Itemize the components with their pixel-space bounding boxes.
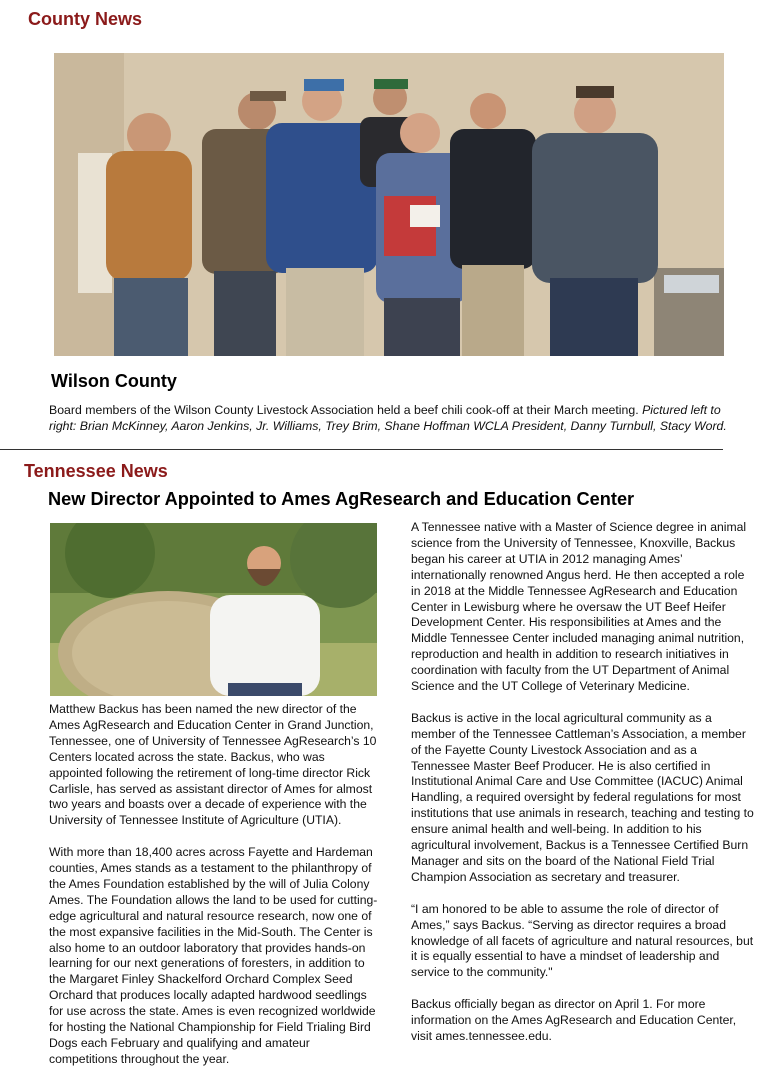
wilson-county-caption — [49, 402, 739, 434]
matthew-backus-photo — [50, 523, 377, 696]
article-paragraph: “I am honored to be able to assume the role of director of Ames,” says Backus. “Serving as director requires a broad knowledge of all facets of agriculture and natural resources, but it is equally essential to have a mindset of leadership and service to the community." — [411, 901, 754, 980]
caption-text: Board members of the Wilson County Livestock Association held a beef chili cook-off at their March meeting. — [49, 403, 639, 417]
tennessee-news-heading: Tennessee News — [24, 461, 168, 481]
wilson-county-group-photo — [54, 53, 724, 356]
caption-names: Pictured left to right: Brian McKinney, Aaron Jenkins, Jr. Williams, Trey Brim, Shane Hoffman WCLA President, Danny Turnbull, Stacy Word. — [49, 403, 727, 433]
article-paragraph: A Tennessee native with a Master of Science degree in animal science from the University of Tennessee, Knoxville, Backus began his career at UTIA in 2012 managing Ames’ internationally renowned Angus herd. He then accepted a role in 2018 at the Middle Tennessee AgResearch and Education Center in Lewisburg where he oversaw the UT Beef Heifer Development Center. His responsibilities at Ames and the Middle Tennessee Center included managing animal nutrition, reproduction and health in addition to research initiatives in coordination with faculty from the UT Department of Animal Science and the UT College of Veterinary Medicine. — [411, 520, 747, 694]
article-paragraph: Backus is active in the local agricultural community as a member of the Tennessee Cattleman’s Association, a member of the Fayette County Livestock Association and as a Tennessee Master Beef Producer. He is also certified in Institutional Animal Care and Use Committee (IACUC) Animal Handling, a required oversight by federal regulations for most institutions that use animals in research, teaching and testing to ensure animal health and well-being. In addition to his agricultural involvement, Backus is a Tennessee Certified Burn Manager and sits on the board of the National Field Trial Champion Association as secretary and treasurer. — [411, 710, 754, 884]
article-paragraph: Backus officially began as director on April 1. For more information on the Ames AgResearch and Education Center, visit ames.tennessee.edu. — [411, 997, 737, 1043]
section-divider — [0, 449, 723, 450]
article-paragraph: With more than 18,400 acres across Fayette and Hardeman counties, Ames stands as a testament to the philanthropy of the Ames Foundation established by the will of Julia Colony Ames. The Foundation allows the land to be used for cutting-edge agricultural and natural resource research, now one of the most expansive facilities in the Mid-South. The Center is also home to an outdoor laboratory that provides hands-on learning for our next generations of foresters, in addition to the Margaret Finley Shackelford Orchard Complex Seed Orchard that produces locally adapted hardwood seedlings for use across the state. Ames is even recognized worldwide for hosting the National Championship for Field Trialing Bird Dogs each February and qualifying and amateur competitions throughout the year. — [49, 845, 378, 1066]
article-paragraph: Matthew Backus has been named the new director of the Ames AgResearch and Education Center in Grand Junction, Tennessee, one of University of Tennessee AgResearch’s 10 Centers located across the state. Backus, who was appointed following the retirement of long-time director Rick Carlisle, has served as assistant director of Ames for almost two years and boasts over a decade of experience with the University of Tennessee Institute of Agriculture (UTIA). — [49, 702, 377, 828]
article-left-column — [49, 702, 381, 1084]
county-news-heading: County News — [28, 9, 143, 29]
backus-photo-illustration — [50, 523, 377, 696]
article-right-column — [411, 520, 756, 1061]
article-headline: New Director Appointed to Ames AgResearch and Education Center — [48, 489, 635, 509]
wilson-county-subheading: Wilson County — [51, 371, 177, 391]
group-photo-illustration — [54, 53, 724, 356]
